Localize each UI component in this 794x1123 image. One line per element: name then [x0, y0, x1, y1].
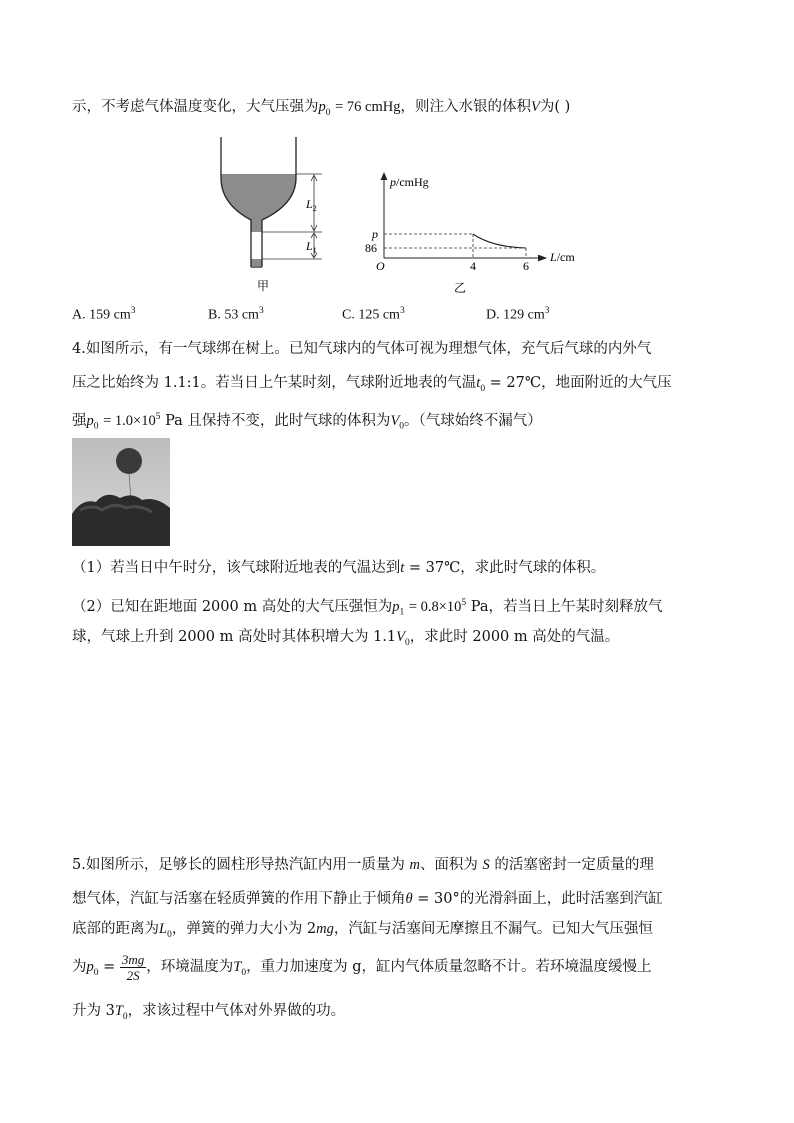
fig2-caption: 乙: [453, 281, 467, 295]
option-d[interactable]: D. 129 $cm^3$: [486, 306, 550, 323]
label-L2: $L_2$: [306, 197, 317, 213]
graph-y-p: p: [372, 227, 378, 241]
pressure-length-graph: [360, 168, 590, 300]
graph-x-4: 4: [470, 259, 476, 273]
q4-line-1: 4.如图所示，有一气球绑在树上。已知气球内的气体可视为理想气体，充气后气球的内外气: [72, 341, 652, 357]
option-a[interactable]: A. 159 $cm^3$: [72, 306, 136, 323]
funnel-figure: [200, 132, 340, 302]
label-L1: $L_1$: [306, 239, 317, 255]
q5-line-2: 想气体，汽缸与活塞在轻质弹簧的作用下静止于倾角θ = 30°的光滑斜面上，此时活塞到汽缸: [72, 891, 663, 907]
q5-line-5: 升为 $3T_0$，求该过程中气体对外界做的功。: [72, 1003, 346, 1022]
q5-line-1: 5.如图所示，足够长的圆柱形导热汽缸内用一质量为 m、面积为 S 的活塞密封一定质量的理: [72, 857, 654, 873]
option-c[interactable]: C. 125 $cm^3$: [342, 306, 405, 323]
q5-line-3: 底部的距离为$L_0$，弹簧的弹力大小为 2mg，汽缸与活塞间无摩擦且不漏气。已知大气压强恒: [72, 921, 653, 940]
graph-x-6: 6: [523, 259, 529, 273]
graph-ylabel: p/cmHg: [390, 175, 429, 189]
q4-line-3: 强$p_0 = 1.0\times 10^5$ Pa 且保持不变，此时气球的体积为$V_0$。（气球始终不漏气）: [72, 412, 542, 432]
graph-y-86: 86: [365, 241, 377, 255]
graph-xlabel: L/cm: [550, 250, 575, 264]
q4-part-2-line-1: （2）已知在距地面 2000 m 高处的大气压强恒为$p_1 = 0.8\times 10^5$ Pa，若当日上午某时刻释放气: [72, 598, 663, 618]
q4-part-1: （1）若当日中午时分，该气球附近地表的气温达到t = 37℃，求此时气球的体积。: [72, 560, 606, 576]
graph-origin: O: [376, 259, 385, 273]
q4-part-2-line-2: 球，气球上升到 2000 m 高处时其体积增大为 $1.1V_0$，求此时 2000 m 高处的气温。: [72, 629, 620, 648]
option-b[interactable]: B. 53 $cm^3$: [208, 306, 264, 323]
pressure-fraction: $\frac{3mg}{2S}$: [121, 951, 145, 983]
q4-line-2: 压之比始终为 1.1:1。若当日上午某时刻，气球附近地表的气温$t_0$ = 27℃，地面附近的大气压: [72, 375, 672, 394]
q3-stem-line: 示，不考虑气体温度变化，大气压强为$p_0 = 76$ cmHg，则注入水银的体积V为( ): [72, 99, 571, 118]
fig1-caption: 甲: [256, 279, 270, 293]
balloon-tree-photo: [72, 438, 170, 546]
q5-line-4: 为$p_0$ = $\frac{3mg}{2S}$ ，环境温度为$T_0$，重力加速度为 g，缸内气体质量忽略不计。若环境温度缓慢上: [72, 951, 652, 983]
